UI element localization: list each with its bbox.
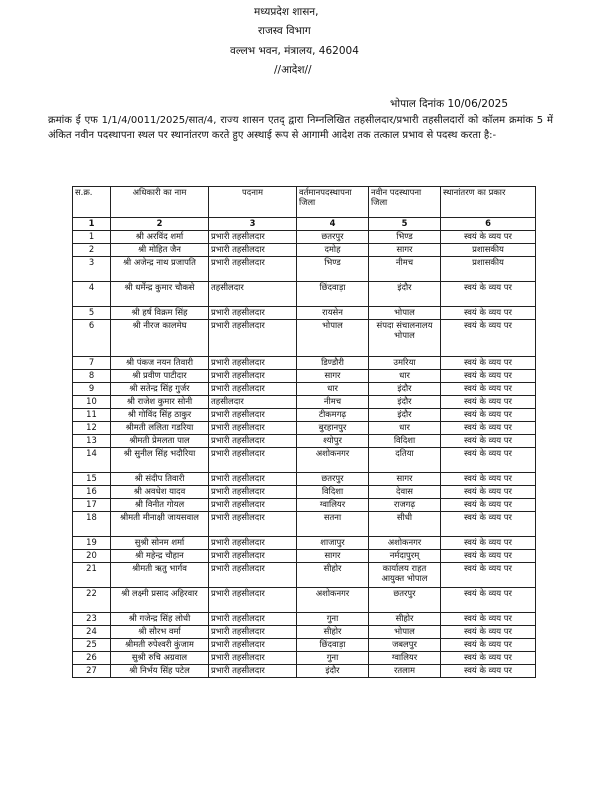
designation-cell: प्रभारी तहसीलदार — [209, 550, 297, 563]
new-district-cell: भिण्ड — [369, 231, 441, 244]
current-district-cell: सतना — [297, 512, 369, 537]
table-row — [73, 512, 536, 537]
officer-name-cell: श्री सौरभ वर्मा — [111, 626, 209, 639]
column-number-row — [73, 218, 536, 231]
table-row — [73, 499, 536, 512]
transfer-type-cell: स्वयं के व्यय पर — [441, 422, 536, 435]
new-district-cell: रतलाम — [369, 665, 441, 678]
table-row — [73, 435, 536, 448]
serial-cell: 24 — [73, 626, 111, 639]
officer-name-cell: श्री मोहित जैन — [111, 244, 209, 257]
table-row — [73, 626, 536, 639]
officer-name-cell: श्री विनीत गोयल — [111, 499, 209, 512]
transfer-type-cell: स्वयं के व्यय पर — [441, 665, 536, 678]
new-district-cell: छतरपुर — [369, 588, 441, 613]
serial-cell: 11 — [73, 409, 111, 422]
officer-name-cell: श्रीमती ललिता गडरिया — [111, 422, 209, 435]
designation-cell: प्रभारी तहसीलदार — [209, 448, 297, 473]
designation-cell: प्रभारी तहसीलदार — [209, 626, 297, 639]
table-row — [73, 639, 536, 652]
new-district-cell: इंदौर — [369, 383, 441, 396]
transfer-type-cell: स्वयं के व्यय पर — [441, 370, 536, 383]
current-district-cell: धार — [297, 383, 369, 396]
new-district-cell: सीधी — [369, 512, 441, 537]
transfer-type-cell: स्वयं के व्यय पर — [441, 435, 536, 448]
table-row — [73, 257, 536, 282]
serial-cell: 26 — [73, 652, 111, 665]
order-date: भोपाल दिनांक 10/06/2025 — [390, 98, 509, 110]
designation-cell: प्रभारी तहसीलदार — [209, 537, 297, 550]
order-paragraph: क्रमांक ई एफ 1/1/4/0011/2025/सात/4, राज्य शासन एतद् द्वारा निम्नलिखित तहसीलदार/प्रभारी तहसीलदारों को कॉलम क्रमांक 5 में अंकित नवीन पदस्थापना स्थल पर स्थानांतरण करते हुए अस्थाई रूप से आगामी आदेश तक तत्काल प्रभाव से पदस्थ करता है:- — [48, 115, 553, 141]
header-officer-name: अधिकारी का नाम — [111, 187, 209, 218]
table-body — [73, 231, 536, 678]
new-district-cell: राजगढ़ — [369, 499, 441, 512]
designation-cell: प्रभारी तहसीलदार — [209, 370, 297, 383]
current-district-cell: नीमच — [297, 396, 369, 409]
current-district-cell: विदिशा — [297, 486, 369, 499]
table-row — [73, 409, 536, 422]
officer-name-cell: श्री लक्ष्मी प्रसाद अहिरवार — [111, 588, 209, 613]
current-district-cell: रायसेन — [297, 307, 369, 320]
table-row — [73, 370, 536, 383]
current-district-cell: डिण्डौरी — [297, 357, 369, 370]
officer-name-cell: श्री अवधेश यादव — [111, 486, 209, 499]
officer-name-cell: सुश्री रुचि अग्रवाल — [111, 652, 209, 665]
designation-cell: प्रभारी तहसीलदार — [209, 435, 297, 448]
designation-cell: प्रभारी तहसीलदार — [209, 613, 297, 626]
header-current-district: वर्तमानपदस्थापना जिला — [297, 187, 369, 218]
table-row — [73, 307, 536, 320]
serial-cell: 5 — [73, 307, 111, 320]
officer-name-cell: श्री सुनील सिंह भदौरिया — [111, 448, 209, 473]
new-district-cell: धार — [369, 422, 441, 435]
table-row — [73, 652, 536, 665]
current-district-cell: गुना — [297, 613, 369, 626]
serial-cell: 18 — [73, 512, 111, 537]
serial-cell: 20 — [73, 550, 111, 563]
designation-cell: प्रभारी तहसीलदार — [209, 512, 297, 537]
new-district-cell: सागर — [369, 473, 441, 486]
current-district-cell: टीकमगढ़ — [297, 409, 369, 422]
transfer-type-cell: स्वयं के व्यय पर — [441, 320, 536, 357]
col-number: 3 — [209, 218, 297, 231]
new-district-cell: इंदौर — [369, 282, 441, 307]
designation-cell: प्रभारी तहसीलदार — [209, 422, 297, 435]
serial-cell: 3 — [73, 257, 111, 282]
table-header-row — [73, 187, 536, 218]
current-district-cell: सीहोर — [297, 626, 369, 639]
table-row — [73, 396, 536, 409]
table-row — [73, 588, 536, 613]
designation-cell: प्रभारी तहसीलदार — [209, 383, 297, 396]
new-district-cell: कार्यालय राहत आयुक्त भोपाल — [369, 563, 441, 588]
transfer-type-cell: स्वयं के व्यय पर — [441, 486, 536, 499]
transfer-type-cell: स्वयं के व्यय पर — [441, 537, 536, 550]
current-district-cell: श्योपुर — [297, 435, 369, 448]
serial-cell: 8 — [73, 370, 111, 383]
serial-cell: 14 — [73, 448, 111, 473]
transfer-type-cell: स्वयं के व्यय पर — [441, 652, 536, 665]
transfer-type-cell: प्रशासकीय — [441, 257, 536, 282]
col-number: 6 — [441, 218, 536, 231]
serial-cell: 6 — [73, 320, 111, 357]
new-district-cell: धार — [369, 370, 441, 383]
table-row — [73, 448, 536, 473]
officer-name-cell: श्री निर्भय सिंह पटेल — [111, 665, 209, 678]
new-district-cell: संपदा संचालनालय भोपाल — [369, 320, 441, 357]
officer-name-cell: सुश्री सोनम शर्मा — [111, 537, 209, 550]
serial-cell: 1 — [73, 231, 111, 244]
govt-name: मध्यप्रदेश शासन, — [254, 6, 319, 18]
transfer-type-cell: स्वयं के व्यय पर — [441, 448, 536, 473]
officer-name-cell: श्री महेन्द्र चौहान — [111, 550, 209, 563]
designation-cell: प्रभारी तहसीलदार — [209, 307, 297, 320]
table-row — [73, 563, 536, 588]
table-row — [73, 665, 536, 678]
col-number: 2 — [111, 218, 209, 231]
designation-cell: तहसीलदार — [209, 396, 297, 409]
new-district-cell: जबलपुर — [369, 639, 441, 652]
order-heading: //आदेश// — [274, 64, 312, 76]
table-row — [73, 613, 536, 626]
table-row — [73, 231, 536, 244]
new-district-cell: भोपाल — [369, 307, 441, 320]
col-number: 1 — [73, 218, 111, 231]
transfer-type-cell: स्वयं के व्यय पर — [441, 563, 536, 588]
current-district-cell: भोपाल — [297, 320, 369, 357]
serial-cell: 4 — [73, 282, 111, 307]
designation-cell: प्रभारी तहसीलदार — [209, 486, 297, 499]
designation-cell: प्रभारी तहसीलदार — [209, 320, 297, 357]
designation-cell: प्रभारी तहसीलदार — [209, 665, 297, 678]
current-district-cell: अशोकनगर — [297, 448, 369, 473]
current-district-cell: बुरहानपुर — [297, 422, 369, 435]
current-district-cell: छिंदवाड़ा — [297, 639, 369, 652]
new-district-cell: विदिशा — [369, 435, 441, 448]
table-row — [73, 320, 536, 357]
current-district-cell: शाजापुर — [297, 537, 369, 550]
transfer-type-cell: स्वयं के व्यय पर — [441, 499, 536, 512]
new-district-cell: अशोकनगर — [369, 537, 441, 550]
designation-cell: प्रभारी तहसीलदार — [209, 563, 297, 588]
officer-name-cell: श्री राजेश कुमार सोनी — [111, 396, 209, 409]
current-district-cell: सागर — [297, 370, 369, 383]
designation-cell: प्रभारी तहसीलदार — [209, 652, 297, 665]
officer-name-cell: श्री पंकज नयन तिवारी — [111, 357, 209, 370]
current-district-cell: सागर — [297, 550, 369, 563]
header-new-district: नवीन पदस्थापना जिला — [369, 187, 441, 218]
transfer-type-cell: स्वयं के व्यय पर — [441, 282, 536, 307]
col-number: 4 — [297, 218, 369, 231]
new-district-cell: इंदौर — [369, 396, 441, 409]
department-name: राजस्व विभाग — [258, 25, 311, 37]
table-row — [73, 357, 536, 370]
officer-name-cell: श्री नीरज कालमेघ — [111, 320, 209, 357]
serial-cell: 19 — [73, 537, 111, 550]
new-district-cell: दतिया — [369, 448, 441, 473]
table-row — [73, 537, 536, 550]
current-district-cell: अशोकनगर — [297, 588, 369, 613]
serial-cell: 13 — [73, 435, 111, 448]
table-row — [73, 244, 536, 257]
officer-name-cell: श्री गजेन्द्र सिंह लोधी — [111, 613, 209, 626]
designation-cell: प्रभारी तहसीलदार — [209, 231, 297, 244]
new-district-cell: सागर — [369, 244, 441, 257]
transfer-type-cell: स्वयं के व्यय पर — [441, 550, 536, 563]
designation-cell: तहसीलदार — [209, 282, 297, 307]
serial-cell: 2 — [73, 244, 111, 257]
serial-cell: 23 — [73, 613, 111, 626]
officer-name-cell: श्री हर्ष विक्रम सिंह — [111, 307, 209, 320]
transfer-type-cell: स्वयं के व्यय पर — [441, 357, 536, 370]
officer-name-cell: श्री प्रवीण पाटीदार — [111, 370, 209, 383]
designation-cell: प्रभारी तहसीलदार — [209, 499, 297, 512]
transfer-type-cell: स्वयं के व्यय पर — [441, 307, 536, 320]
new-district-cell: नर्मदापुरम् — [369, 550, 441, 563]
current-district-cell: भिण्ड — [297, 257, 369, 282]
serial-cell: 16 — [73, 486, 111, 499]
transfer-type-cell: स्वयं के व्यय पर — [441, 473, 536, 486]
new-district-cell: सीहोर — [369, 613, 441, 626]
current-district-cell: छिंदवाड़ा — [297, 282, 369, 307]
serial-cell: 17 — [73, 499, 111, 512]
table-row — [73, 550, 536, 563]
transfer-table — [72, 186, 536, 678]
new-district-cell: ग्वालियर — [369, 652, 441, 665]
table-row — [73, 473, 536, 486]
current-district-cell: छतरपुर — [297, 473, 369, 486]
officer-name-cell: श्री गोविंद सिंह ठाकुर — [111, 409, 209, 422]
table-row — [73, 486, 536, 499]
current-district-cell: सीहोर — [297, 563, 369, 588]
transfer-type-cell: स्वयं के व्यय पर — [441, 588, 536, 613]
designation-cell: प्रभारी तहसीलदार — [209, 409, 297, 422]
transfer-type-cell: स्वयं के व्यय पर — [441, 512, 536, 537]
serial-cell: 9 — [73, 383, 111, 396]
transfer-type-cell: स्वयं के व्यय पर — [441, 613, 536, 626]
table-row — [73, 282, 536, 307]
officer-name-cell: श्रीमती प्रेमलता पाल — [111, 435, 209, 448]
current-district-cell: ग्वालियर — [297, 499, 369, 512]
current-district-cell: इंदौर — [297, 665, 369, 678]
serial-cell: 27 — [73, 665, 111, 678]
office-address: वल्लभ भवन, मंत्रालय, 462004 — [230, 45, 359, 57]
officer-name-cell: श्रीमती रुपेश्वरी कुंजाम — [111, 639, 209, 652]
header-designation: पदनाम — [209, 187, 297, 218]
serial-cell: 12 — [73, 422, 111, 435]
current-district-cell: छतरपुर — [297, 231, 369, 244]
transfer-type-cell: स्वयं के व्यय पर — [441, 639, 536, 652]
transfer-type-cell: स्वयं के व्यय पर — [441, 231, 536, 244]
officer-name-cell: श्री धर्मेन्द्र कुमार चौकसे — [111, 282, 209, 307]
serial-cell: 7 — [73, 357, 111, 370]
serial-cell: 10 — [73, 396, 111, 409]
designation-cell: प्रभारी तहसीलदार — [209, 639, 297, 652]
designation-cell: प्रभारी तहसीलदार — [209, 473, 297, 486]
current-district-cell: गुना — [297, 652, 369, 665]
serial-cell: 25 — [73, 639, 111, 652]
table-row — [73, 422, 536, 435]
designation-cell: प्रभारी तहसीलदार — [209, 244, 297, 257]
serial-cell: 22 — [73, 588, 111, 613]
officer-name-cell: श्रीमती मीनाक्षी जायसवाल — [111, 512, 209, 537]
serial-cell: 15 — [73, 473, 111, 486]
designation-cell: प्रभारी तहसीलदार — [209, 588, 297, 613]
officer-name-cell: श्री संदीप तिवारी — [111, 473, 209, 486]
officer-name-cell: श्री अजेन्द्र नाथ प्रजापति — [111, 257, 209, 282]
new-district-cell: नीमच — [369, 257, 441, 282]
header-serial: स.क्र. — [73, 187, 111, 218]
transfer-type-cell: स्वयं के व्यय पर — [441, 396, 536, 409]
header-transfer-type: स्थानांतरण का प्रकार — [441, 187, 536, 218]
transfer-type-cell: स्वयं के व्यय पर — [441, 626, 536, 639]
designation-cell: प्रभारी तहसीलदार — [209, 357, 297, 370]
officer-name-cell: श्री सतेन्द्र सिंह गुर्जर — [111, 383, 209, 396]
current-district-cell: दमोह — [297, 244, 369, 257]
transfer-type-cell: स्वयं के व्यय पर — [441, 409, 536, 422]
new-district-cell: इंदौर — [369, 409, 441, 422]
designation-cell: प्रभारी तहसीलदार — [209, 257, 297, 282]
officer-name-cell: श्री अरविंद शर्मा — [111, 231, 209, 244]
transfer-type-cell: स्वयं के व्यय पर — [441, 383, 536, 396]
officer-name-cell: श्रीमती ऋतु भार्गव — [111, 563, 209, 588]
table-row — [73, 383, 536, 396]
transfer-type-cell: प्रशासकीय — [441, 244, 536, 257]
serial-cell: 21 — [73, 563, 111, 588]
new-district-cell: देवास — [369, 486, 441, 499]
new-district-cell: उमरिया — [369, 357, 441, 370]
new-district-cell: भोपाल — [369, 626, 441, 639]
col-number: 5 — [369, 218, 441, 231]
